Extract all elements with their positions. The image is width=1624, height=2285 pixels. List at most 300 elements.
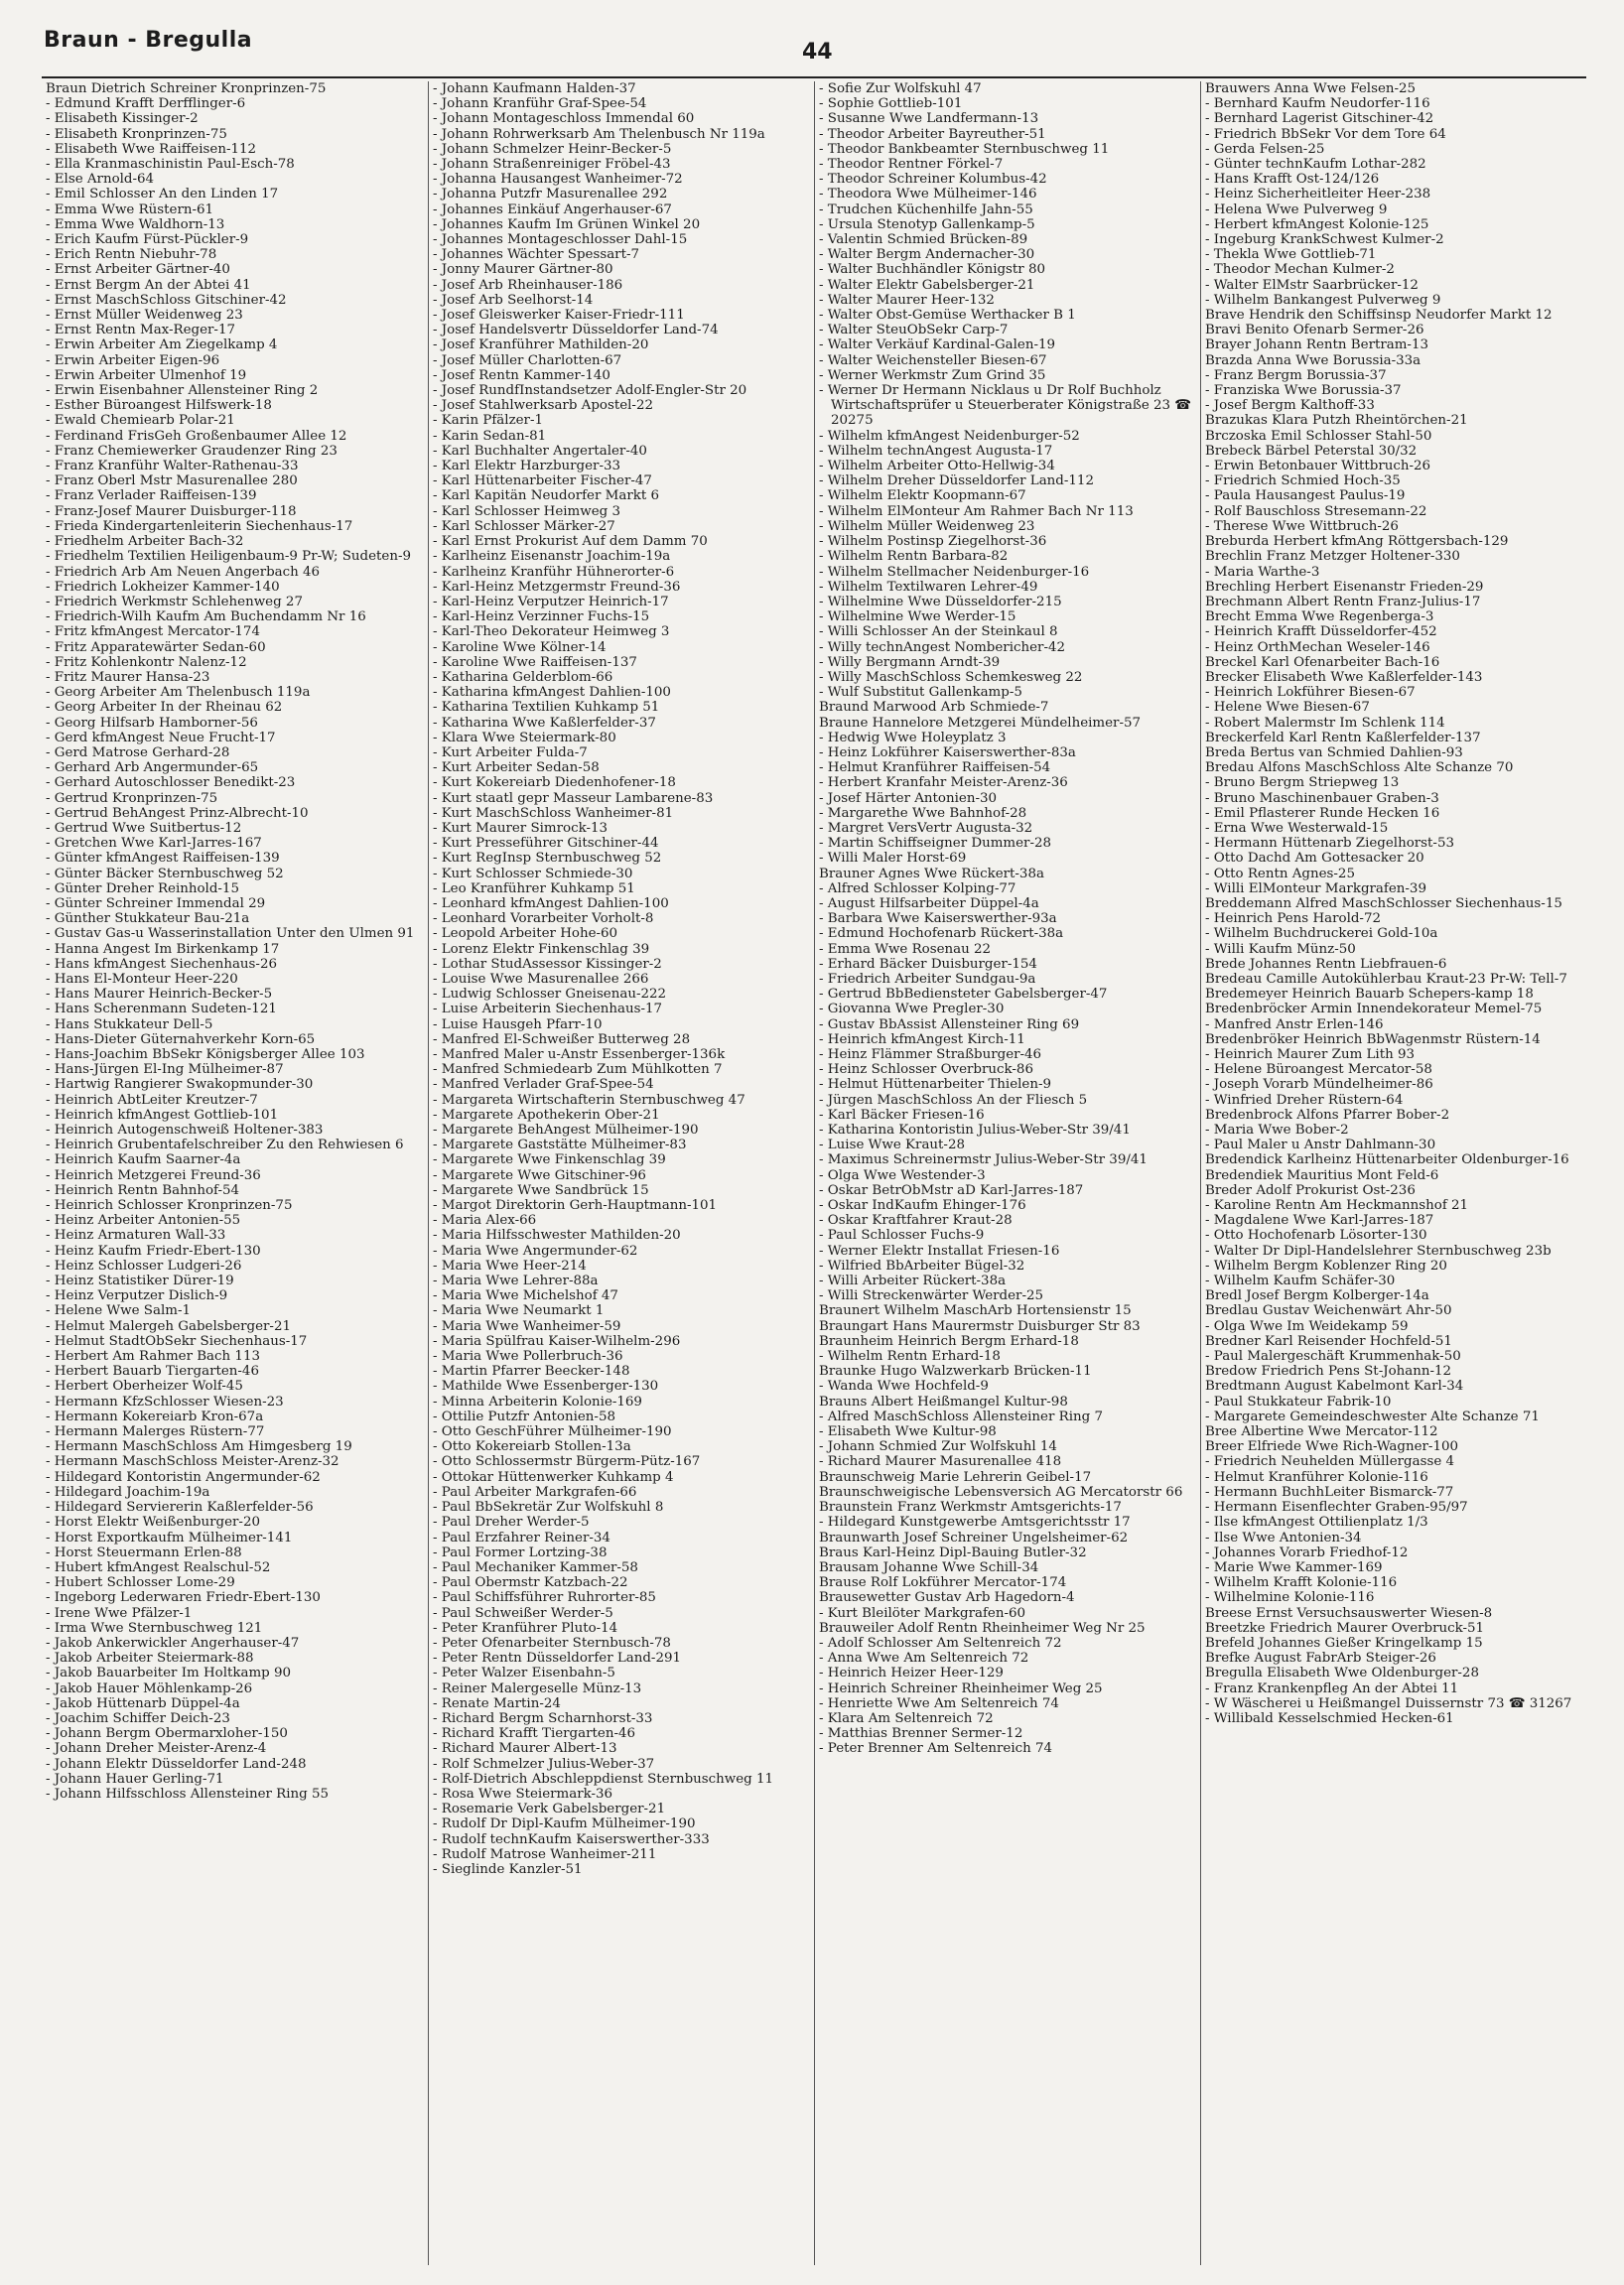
directory-entry: - Paul Mechaniker Kammer-58 (433, 1559, 638, 1575)
directory-entry: - Erich Rentn Niebuhr-78 (46, 247, 217, 263)
directory-entry: - Hans Stukkateur Dell-5 (46, 1016, 213, 1032)
directory-entry: - Mathilde Wwe Essenberger-130 (433, 1379, 659, 1395)
directory-entry: - Hildegard Joachim-19a (46, 1484, 210, 1500)
directory-entry: - Hermann Eisenflechter Graben-95/97 (1205, 1500, 1468, 1516)
directory-entry: - Peter Rentn Düsseldorfer Land-291 (433, 1651, 682, 1667)
directory-entry: - Gertrud Wwe Suitbertus-12 (46, 820, 242, 836)
directory-entry: - Wilhelmine Kolonie-116 (1205, 1590, 1375, 1606)
directory-entry: - Walter ElMstr Saarbrücker-12 (1205, 277, 1419, 293)
directory-entry: - Heinrich Schreiner Rheinheimer Weg 25 (819, 1680, 1103, 1696)
directory-entry: - Heinz Verputzer Dislich-9 (46, 1288, 228, 1304)
directory-entry: - Heinz Arbeiter Antonien-55 (46, 1213, 241, 1229)
directory-entry: - Edmund Krafft Derfflinger-6 (46, 96, 246, 112)
directory-entry: Brecht Emma Wwe Regenberga-3 (1205, 609, 1434, 625)
directory-entry: Bredlau Gustav Weichenwärt Ahr-50 (1205, 1303, 1452, 1319)
directory-entry: - Otto Schlossermstr Bürgerm-Pütz-167 (433, 1454, 701, 1470)
directory-entry: - Erich Kaufm Fürst-Pückler-9 (46, 232, 249, 248)
directory-entry: - Helmut Kranführer Raiffeisen-54 (819, 760, 1051, 776)
directory-entry: Brazda Anna Wwe Borussia-33a (1205, 352, 1421, 368)
directory-entry: Brechmann Albert Rentn Franz-Julius-17 (1205, 594, 1481, 609)
directory-entry: - Therese Wwe Wittbruch-26 (1205, 518, 1399, 534)
directory-entry: - Emma Wwe Waldhorn-13 (46, 216, 225, 232)
directory-entry: - Rolf-Dietrich Abschleppdienst Sternbuschweg 11 (433, 1771, 774, 1787)
directory-entry: Breddemann Alfred MaschSchlosser Siechenhaus-15 (1205, 895, 1562, 911)
directory-entry: - Wilfried BbArbeiter Bügel-32 (819, 1258, 1025, 1274)
directory-entry: - Josef Kranführer Mathilden-20 (433, 337, 649, 353)
directory-entry: Brause Rolf Lokführer Mercator-174 (819, 1575, 1067, 1591)
directory-entry: - Johannes Wächter Spessart-7 (433, 247, 640, 263)
directory-entry: - Peter Walzer Eisenbahn-5 (433, 1666, 615, 1681)
directory-column-4 (1200, 81, 1586, 2265)
directory-entry: - Johann Schmied Zur Wolfskuhl 14 (819, 1439, 1057, 1455)
directory-entry: - Ilse kfmAngest Ottilienplatz 1/3 (1205, 1515, 1428, 1531)
directory-entry: - Joseph Vorarb Mündelheimer-86 (1205, 1077, 1433, 1093)
directory-entry: - Friedrich Arbeiter Sundgau-9a (819, 971, 1036, 987)
directory-entry: - Josef Stahlwerksarb Apostel-22 (433, 398, 653, 414)
directory-entry: - Erwin Eisenbahner Allensteiner Ring 2 (46, 383, 319, 399)
directory-entry: - Jakob Bauarbeiter Im Holtkamp 90 (46, 1666, 292, 1681)
directory-entry: - Heinz Kaufm Friedr-Ebert-130 (46, 1243, 261, 1259)
directory-entry: - Karlheinz Eisenanstr Joachim-19a (433, 549, 671, 565)
directory-entry: - Robert Malermstr Im Schlenk 114 (1205, 715, 1445, 731)
directory-entry: - Jakob Arbeiter Steiermark-88 (46, 1651, 254, 1667)
directory-entry: Breder Adolf Prokurist Ost-236 (1205, 1182, 1416, 1198)
directory-entry: - Franz Bergm Borussia-37 (1205, 367, 1387, 383)
directory-entry: - Irene Wwe Pfälzer-1 (46, 1605, 193, 1621)
directory-entry: - Josef Handelsvertr Düsseldorfer Land-74 (433, 323, 719, 338)
directory-entry: - Günter Schreiner Immendal 29 (46, 895, 266, 911)
directory-entry: Bredenbrock Alfons Pfarrer Bober-2 (1205, 1107, 1450, 1123)
directory-entry: - Paul Obermstr Katzbach-22 (433, 1575, 628, 1591)
directory-entry: - Margareta Wirtschafterin Sternbuschweg 47 (433, 1092, 745, 1108)
directory-entry: - Otto Dachd Am Gottesacker 20 (1205, 851, 1424, 867)
directory-entry: - Willi Arbeiter Rückert-38a (819, 1274, 1007, 1289)
directory-entry: - Matthias Brenner Sermer-12 (819, 1726, 1023, 1742)
directory-entry: - Luise Arbeiterin Siechenhaus-17 (433, 1002, 663, 1017)
directory-entry: - Emma Wwe Rüstern-61 (46, 202, 214, 217)
directory-entry: - Karl Ernst Prokurist Auf dem Damm 70 (433, 534, 708, 550)
directory-entry: Brausam Johanne Wwe Schill-34 (819, 1559, 1039, 1575)
directory-entry: - Heinrich Maurer Zum Lith 93 (1205, 1047, 1416, 1062)
directory-entry: - Maria Wwe Bober-2 (1205, 1123, 1349, 1139)
directory-entry: - Maria Warthe-3 (1205, 564, 1320, 580)
directory-entry: - Walter Elektr Gabelsberger-21 (819, 277, 1035, 293)
directory-entry: Braunert Wilhelm MaschArb Hortensienstr 15 (819, 1303, 1132, 1319)
directory-entry: - Hildegard Kontoristin Angermunder-62 (46, 1469, 321, 1485)
directory-entry: - Willi Kaufm Münz-50 (1205, 941, 1356, 957)
directory-entry: - Heinrich Pens Harold-72 (1205, 911, 1381, 927)
directory-entry: - Paul Arbeiter Markgrafen-66 (433, 1484, 637, 1500)
directory-entry: - Luise Wwe Kraut-28 (819, 1138, 965, 1153)
directory-entry: Brausewetter Gustav Arb Hagedorn-4 (819, 1590, 1075, 1606)
directory-entry: Breckel Karl Ofenarbeiter Bach-16 (1205, 654, 1440, 670)
directory-entry: - Heinrich Rentn Bahnhof-54 (46, 1182, 240, 1198)
directory-entry: - Oskar IndKaufm Ehinger-176 (819, 1198, 1026, 1214)
directory-entry: - Ingeborg Lederwaren Friedr-Ebert-130 (46, 1590, 321, 1606)
directory-entry: - Walter Obst-Gemüse Werthacker B 1 (819, 308, 1076, 324)
directory-entry: - Elisabeth Wwe Raiffeisen-112 (46, 141, 257, 157)
directory-entry: Breckerfeld Karl Rentn Kaßlerfelder-137 (1205, 730, 1481, 745)
directory-entry: - Johann Straßenreiniger Fröbel-43 (433, 157, 671, 173)
directory-entry: Brecker Elisabeth Wwe Kaßlerfelder-143 (1205, 669, 1483, 685)
directory-entry: - Esther Büroangest Hilfswerk-18 (46, 398, 272, 414)
directory-entry: - Margarete Gemeindeschwester Alte Schanze 71 (1205, 1409, 1540, 1424)
directory-entry: Breetzke Friedrich Maurer Overbruck-51 (1205, 1620, 1485, 1636)
directory-entry: - Oskar BetrObMstr aD Karl-Jarres-187 (819, 1182, 1084, 1198)
directory-entry: - Trudchen Küchenhilfe Jahn-55 (819, 202, 1033, 217)
directory-entry: Brechlin Franz Metzger Holtener-330 (1205, 549, 1460, 565)
directory-entry: - Wilhelm Elektr Koopmann-67 (819, 488, 1026, 504)
directory-entry: - Karin Sedan-81 (433, 428, 547, 444)
directory-entry: - Frieda Kindergartenleiterin Siechenhaus-17 (46, 518, 353, 534)
directory-entry: - W Wäscherei u Heißmangel Duissernstr 73 ☎ 31267 (1205, 1695, 1572, 1711)
directory-entry: - Hans Scherenmann Sudeten-121 (46, 1002, 277, 1017)
directory-entry: - Theodor Schreiner Kolumbus-42 (819, 172, 1047, 188)
directory-entry: Bree Albertine Wwe Mercator-112 (1205, 1424, 1438, 1440)
directory-entry: - Maria Wwe Angermunder-62 (433, 1243, 638, 1259)
directory-entry: - Sofie Zur Wolfskuhl 47 (819, 81, 982, 96)
directory-entry: - Kurt Bleilöter Markgrafen-60 (819, 1605, 1026, 1621)
directory-entry: - Wilhelm Müller Weidenweg 23 (819, 518, 1035, 534)
directory-entry: - Gertrud BehAngest Prinz-Albrecht-10 (46, 805, 309, 821)
directory-entry: Bredner Karl Reisender Hochfeld-51 (1205, 1333, 1452, 1349)
directory-entry: - Kurt Arbeiter Fulda-7 (433, 744, 588, 760)
directory-entry: - Gertrud BbBediensteter Gabelsberger-47 (819, 987, 1108, 1003)
directory-entry: - Ernst Bergm An der Abtei 41 (46, 277, 251, 293)
directory-entry: - Hubert Schlosser Lome-29 (46, 1575, 235, 1591)
directory-entry: - Karoline Rentn Am Heckmannshof 21 (1205, 1198, 1469, 1214)
directory-entry: - Günter Dreher Reinhold-15 (46, 880, 239, 896)
directory-entry: - Paul Schiffsführer Ruhrorter-85 (433, 1590, 656, 1606)
directory-entry: - Heinrich Metzgerei Freund-36 (46, 1167, 261, 1183)
directory-entry: - Heinz Schlosser Overbruck-86 (819, 1062, 1033, 1078)
directory-entry: - Jakob Hüttenarb Düppel-4a (46, 1695, 240, 1711)
directory-entry: - Gretchen Wwe Karl-Jarres-167 (46, 836, 262, 852)
directory-entry: - Leonhard Vorarbeiter Vorholt-8 (433, 911, 654, 927)
directory-entry: - Bernhard Kaufm Neudorfer-116 (1205, 96, 1430, 112)
directory-entry: Braunwarth Josef Schreiner Ungelsheimer-62 (819, 1530, 1129, 1546)
directory-entry: - Katharina Gelderblom-66 (433, 669, 613, 685)
directory-entry: - Herbert Kranfahr Meister-Arenz-36 (819, 775, 1068, 791)
directory-entry: - Erwin Arbeiter Am Ziegelkamp 4 (46, 337, 278, 353)
directory-entry: - Willi Streckenwärter Werder-25 (819, 1288, 1044, 1304)
directory-entry: - Johanna Hausangest Wanheimer-72 (433, 172, 683, 188)
directory-entry: - Georg Arbeiter Am Thelenbusch 119a (46, 685, 311, 701)
directory-entry: - Josef Bergm Kalthoff-33 (1205, 398, 1375, 414)
directory-entry: - Ernst Müller Weidenweg 23 (46, 308, 243, 324)
directory-entry: - Gustav BbAssist Allensteiner Ring 69 (819, 1016, 1080, 1032)
directory-entry: - Erwin Arbeiter Eigen-96 (46, 352, 220, 368)
directory-entry: - Walter Weichensteller Biesen-67 (819, 352, 1047, 368)
directory-entry: - Willy Bergmann Arndt-39 (819, 654, 1001, 670)
directory-entry: - Jakob Hauer Möhlenkamp-26 (46, 1680, 253, 1696)
directory-entry: - Wilhelm Kaufm Schäfer-30 (1205, 1274, 1396, 1289)
directory-entry: - Wilhelm Stellmacher Neidenburger-16 (819, 564, 1090, 580)
directory-entry: - Johann Elektr Düsseldorfer Land-248 (46, 1756, 307, 1772)
directory-entry: - Heinrich AbtLeiter Kreutzer-7 (46, 1092, 258, 1108)
directory-entry: - Walter Dr Dipl-Handelslehrer Sternbuschweg 23b (1205, 1243, 1552, 1259)
directory-entry: - Leonhard kfmAngest Dahlien-100 (433, 895, 669, 911)
directory-entry: Brechling Herbert Eisenanstr Frieden-29 (1205, 579, 1484, 595)
directory-entry: - Wilhelm Postinsp Ziegelhorst-36 (819, 534, 1047, 550)
directory-entry: - Theodora Wwe Mülheimer-146 (819, 187, 1037, 202)
directory-entry: - Theodor Bankbeamter Sternbuschweg 11 (819, 141, 1110, 157)
directory-entry: - Olga Wwe Im Weidekamp 59 (1205, 1318, 1409, 1334)
directory-entry: - Reiner Malergeselle Münz-13 (433, 1680, 642, 1696)
directory-entry: - Günter Bäcker Sternbuschweg 52 (46, 866, 284, 881)
directory-entry: - Helene Büroangest Mercator-58 (1205, 1062, 1432, 1078)
directory-entry: - Margarete BehAngest Mülheimer-190 (433, 1123, 699, 1139)
directory-entry: - Josef Müller Charlotten-67 (433, 352, 622, 368)
directory-entry: - Willy MaschSchloss Schemkesweg 22 (819, 669, 1083, 685)
directory-entry: - Wanda Wwe Hochfeld-9 (819, 1379, 989, 1395)
directory-entry: - Valentin Schmied Brücken-89 (819, 232, 1028, 248)
directory-entry: - Rosa Wwe Steiermark-36 (433, 1786, 613, 1802)
directory-entry: - Helmut Kranführer Kolonie-116 (1205, 1469, 1428, 1485)
directory-entry: Brayer Johann Rentn Bertram-13 (1205, 337, 1428, 353)
directory-entry: - Johannes Montageschlosser Dahl-15 (433, 232, 688, 248)
directory-entry: - Gertrud Kronprinzen-75 (46, 790, 218, 806)
directory-entry: - Otto Kokereiarb Stollen-13a (433, 1439, 631, 1455)
directory-entry: Bredau Alfons MaschSchloss Alte Schanze 70 (1205, 760, 1514, 776)
directory-entry: - Johann Dreher Meister-Arenz-4 (46, 1741, 267, 1757)
directory-entry: - Otto Rentn Agnes-25 (1205, 866, 1355, 881)
directory-entry: - Maria Spülfrau Kaiser-Wilhelm-296 (433, 1333, 681, 1349)
directory-entry: - Johann Kaufmann Halden-37 (433, 81, 636, 96)
directory-entry: - Magdalene Wwe Karl-Jarres-187 (1205, 1213, 1434, 1229)
directory-entry: - Georg Arbeiter In der Rheinau 62 (46, 700, 283, 716)
directory-entry: - Herbert kfmAngest Kolonie-125 (1205, 216, 1429, 232)
directory-entry: - Rosemarie Verk Gabelsberger-21 (433, 1802, 666, 1817)
directory-entry: - Paula Hausangest Paulus-19 (1205, 488, 1406, 504)
directory-entry: - Katharina Wwe Kaßlerfelder-37 (433, 715, 656, 731)
directory-entry: Breda Bertus van Schmied Dahlien-93 (1205, 744, 1463, 760)
directory-entry: - Wilhelm Krafft Kolonie-116 (1205, 1575, 1398, 1591)
directory-entry: Bredeau Camille Autokühlerbau Kraut-23 Pr-W: Tell-7 (1205, 971, 1567, 987)
directory-entry: - Helene Wwe Biesen-67 (1205, 700, 1370, 716)
directory-entry: - Ilse Wwe Antonien-34 (1205, 1530, 1362, 1546)
directory-entry: - Karlheinz Kranführ Hühnerorter-6 (433, 564, 675, 580)
directory-entry: - Johannes Einkäuf Angerhauser-67 (433, 202, 672, 217)
directory-entry: - Johann Hauer Gerling-71 (46, 1771, 224, 1787)
directory-entry: - Heinrich kfmAngest Gottlieb-101 (46, 1107, 279, 1123)
directory-entry: - Hans-Joachim BbSekr Königsberger Allee 103 (46, 1047, 365, 1062)
directory-entry: - Heinrich Kaufm Saarner-4a (46, 1152, 241, 1168)
directory-entry: - Maria Alex-66 (433, 1213, 537, 1229)
directory-entry: - Georg Hilfsarb Hamborner-56 (46, 715, 258, 731)
directory-entry: - Wilhelm Textilwaren Lehrer-49 (819, 579, 1038, 595)
directory-entry: - Friedrich Neuhelden Müllergasse 4 (1205, 1454, 1455, 1470)
directory-entry: - Wilhelm Arbeiter Otto-Hellwig-34 (819, 459, 1055, 474)
directory-entry: Brefke August FabrArb Steiger-26 (1205, 1651, 1436, 1667)
directory-entry: - Hildegard Kunstgewerbe Amtsgerichtsstr 17 (819, 1515, 1131, 1531)
directory-entry: - Bruno Bergm Striepweg 13 (1205, 775, 1400, 791)
directory-entry: Bregulla Elisabeth Wwe Oldenburger-28 (1205, 1666, 1479, 1681)
directory-entry: - Jürgen MaschSchloss An der Fliesch 5 (819, 1092, 1088, 1108)
directory-entry: - Wilhelm ElMonteur Am Rahmer Bach Nr 113 (819, 503, 1134, 519)
directory-columns (42, 81, 1588, 2265)
directory-entry: - Franz Oberl Mstr Masurenallee 280 (46, 473, 298, 489)
directory-entry: - Herbert Oberheizer Wolf-45 (46, 1379, 243, 1395)
directory-entry: - Josef Arb Seelhorst-14 (433, 292, 594, 308)
directory-entry: Bredenbröcker Armin Innendekorateur Memel-75 (1205, 1002, 1543, 1017)
directory-entry: - Paul Schlosser Fuchs-9 (819, 1228, 985, 1244)
directory-entry: - Margarete Gaststätte Mülheimer-83 (433, 1138, 687, 1153)
directory-entry: - Ingeburg KrankSchwest Kulmer-2 (1205, 232, 1444, 248)
directory-entry: - Karin Pfälzer-1 (433, 413, 543, 429)
directory-entry: - Winfried Dreher Rüstern-64 (1205, 1092, 1404, 1108)
directory-entry: - Manfred Verlader Graf-Spee-54 (433, 1077, 654, 1093)
directory-entry: - Karl-Theo Dekorateur Heimweg 3 (433, 624, 670, 640)
directory-entry: - Alfred MaschSchloss Allensteiner Ring 7 (819, 1409, 1103, 1424)
directory-entry: - Paul Erzfahrer Reiner-34 (433, 1530, 610, 1546)
directory-entry: - Johann Bergm Obermarxloher-150 (46, 1726, 288, 1742)
directory-entry: - Helmut Malergeh Gabelsberger-21 (46, 1318, 291, 1334)
directory-entry: Brauns Albert Heißmangel Kultur-98 (819, 1394, 1068, 1410)
directory-entry: - Maria Hilfsschwester Mathilden-20 (433, 1228, 681, 1244)
directory-entry: - Katharina Kontoristin Julius-Weber-Str 39/41 (819, 1123, 1131, 1139)
directory-entry: Brauwers Anna Wwe Felsen-25 (1205, 81, 1417, 96)
directory-entry: - Ludwig Schlosser Gneisenau-222 (433, 987, 667, 1003)
directory-entry: Bredow Friedrich Pens St-Johann-12 (1205, 1364, 1452, 1380)
directory-entry: - Wilhelm Rentn Erhard-18 (819, 1349, 1001, 1365)
directory-column-2 (428, 81, 814, 2265)
directory-entry: - Paul BbSekretär Zur Wolfskuhl 8 (433, 1500, 664, 1516)
directory-entry: - Kurt Arbeiter Sedan-58 (433, 760, 600, 776)
directory-entry: - Susanne Wwe Landfermann-13 (819, 111, 1039, 127)
directory-entry: - Herbert Bauarb Tiergarten-46 (46, 1364, 259, 1380)
directory-entry: - Leo Kranführer Kuhkamp 51 (433, 880, 635, 896)
directory-entry: - Rudolf Matrose Wanheimer-211 (433, 1846, 657, 1862)
directory-entry: - Wilhelm Dreher Düsseldorfer Land-112 (819, 473, 1094, 489)
directory-entry: - Bernhard Lagerist Gitschiner-42 (1205, 111, 1434, 127)
directory-entry: - August Hilfsarbeiter Düppel-4a (819, 895, 1039, 911)
directory-entry: - Margarete Wwe Finkenschlag 39 (433, 1152, 666, 1168)
directory-entry: Braund Marwood Arb Schmiede-7 (819, 700, 1049, 716)
directory-entry: - Josef Gleiswerker Kaiser-Friedr-111 (433, 308, 685, 324)
directory-entry: - Helmut Hüttenarbeiter Thielen-9 (819, 1077, 1052, 1093)
directory-entry: - Friedhelm Textilien Heiligenbaum-9 Pr-W; Sudeten-9 (46, 549, 412, 565)
directory-entry: - Peter Ofenarbeiter Sternbusch-78 (433, 1635, 671, 1651)
directory-entry: - Günther Stukkateur Bau-21a (46, 911, 250, 927)
directory-entry: - Fritz Kohlenkontr Nalenz-12 (46, 654, 247, 670)
directory-entry: - Jonny Maurer Gärtner-80 (433, 262, 613, 278)
running-head: Braun - Bregulla (44, 28, 253, 53)
directory-entry: - Kurt Schlosser Schmiede-30 (433, 866, 633, 881)
directory-entry: - Helene Wwe Salm-1 (46, 1303, 191, 1319)
directory-entry: - Hans kfmAngest Siechenhaus-26 (46, 956, 277, 972)
directory-entry: - Sophie Gottlieb-101 (819, 96, 963, 112)
directory-entry: - Friedrich Lokheizer Kammer-140 (46, 579, 280, 595)
directory-entry: - Walter Maurer Heer-132 (819, 292, 995, 308)
directory-entry: - Willi ElMonteur Markgrafen-39 (1205, 880, 1426, 896)
directory-entry: - Helmut StadtObSekr Siechenhaus-17 (46, 1333, 308, 1349)
directory-entry: Breer Elfriede Wwe Rich-Wagner-100 (1205, 1439, 1458, 1455)
directory-entry: - Friedhelm Arbeiter Bach-32 (46, 534, 244, 550)
directory-entry: Braunschweig Marie Lehrerin Geibel-17 (819, 1469, 1092, 1485)
directory-entry: - Hermann Kokereiarb Kron-67a (46, 1409, 264, 1424)
directory-entry: - Rudolf Dr Dipl-Kaufm Mülheimer-190 (433, 1816, 696, 1832)
directory-entry: - Hartwig Rangierer Swakopmunder-30 (46, 1077, 314, 1093)
directory-entry: Bredemeyer Heinrich Bauarb Schepers-kamp 18 (1205, 987, 1534, 1003)
directory-entry: - Lorenz Elektr Finkenschlag 39 (433, 941, 650, 957)
directory-entry: - Heinrich Schlosser Kronprinzen-75 (46, 1198, 293, 1214)
directory-entry: - Paul Stukkateur Fabrik-10 (1205, 1394, 1392, 1410)
directory-entry: - Klara Am Seltenreich 72 (819, 1710, 994, 1726)
directory-entry: - Hermann Malerges Rüstern-77 (46, 1424, 265, 1440)
directory-entry: - Ernst MaschSchloss Gitschiner-42 (46, 292, 287, 308)
directory-entry: - Walter Verkäuf Kardinal-Galen-19 (819, 337, 1056, 353)
directory-entry: - Willy technAngest Nombericher-42 (819, 639, 1066, 655)
directory-entry: - Wilhelm Buchdruckerei Gold-10a (1205, 926, 1438, 942)
directory-entry: - Wulf Substitut Gallenkamp-5 (819, 685, 1022, 701)
directory-entry: - Luise Hausgeh Pfarr-10 (433, 1016, 603, 1032)
directory-entry: - Manfred Anstr Erlen-146 (1205, 1016, 1384, 1032)
directory-entry: - Erna Wwe Westerwald-15 (1205, 820, 1389, 836)
directory-entry: Braunschweigische Lebensversich AG Mercatorstr 66 (819, 1484, 1183, 1500)
directory-entry: - Lothar StudAssessor Kissinger-2 (433, 956, 662, 972)
directory-entry: Brauweiler Adolf Rentn Rheinheimer Weg Nr 25 (819, 1620, 1146, 1636)
directory-entry: - Wilhelm Bergm Koblenzer Ring 20 (1205, 1258, 1447, 1274)
directory-entry: - Gerda Felsen-25 (1205, 141, 1325, 157)
directory-entry: - Richard Bergm Scharnhorst-33 (433, 1710, 653, 1726)
directory-entry: - Karoline Wwe Kölner-14 (433, 639, 607, 655)
header-rule (42, 76, 1586, 78)
directory-entry: - Heinz Flämmer Straßburger-46 (819, 1047, 1042, 1062)
directory-entry: - Franz Krankenpfleg An der Abtei 11 (1205, 1680, 1459, 1696)
directory-entry: - Joachim Schiffer Deich-23 (46, 1710, 230, 1726)
directory-entry: - Bruno Maschinenbauer Graben-3 (1205, 790, 1439, 806)
directory-entry: - Karl Schlosser Heimweg 3 (433, 503, 620, 519)
directory-entry: - Fritz kfmAngest Mercator-174 (46, 624, 260, 640)
directory-entry: - Hans Maurer Heinrich-Becker-5 (46, 987, 273, 1003)
directory-entry: Braus Karl-Heinz Dipl-Bauing Butler-32 (819, 1545, 1087, 1560)
directory-entry: - Maria Wwe Wanheimer-59 (433, 1318, 621, 1334)
directory-entry: - Maria Wwe Pollerbruch-36 (433, 1349, 623, 1365)
directory-entry: Braunstein Franz Werkmstr Amtsgerichts-17 (819, 1500, 1122, 1516)
directory-entry: - Hermann Hüttenarb Ziegelhorst-53 (1205, 836, 1454, 852)
directory-entry: - Herbert Am Rahmer Bach 113 (46, 1349, 260, 1365)
directory-entry: Bravi Benito Ofenarb Sermer-26 (1205, 323, 1424, 338)
directory-entry: - Wilhelmine Wwe Werder-15 (819, 609, 1016, 625)
directory-entry: - Kurt MaschSchloss Wanheimer-81 (433, 805, 674, 821)
directory-entry: - Rolf Schmelzer Julius-Weber-37 (433, 1756, 655, 1772)
directory-entry: - Theodor Rentner Förkel-7 (819, 157, 1004, 173)
directory-entry: Braunke Hugo Walzwerkarb Brücken-11 (819, 1364, 1092, 1380)
directory-entry: - Karl Hüttenarbeiter Fischer-47 (433, 473, 652, 489)
directory-entry: - Manfred El-Schweißer Butterweg 28 (433, 1031, 691, 1047)
directory-entry: - Rolf Bauschloss Stresemann-22 (1205, 503, 1427, 519)
directory-entry: Breburda Herbert kfmAng Röttgersbach-129 (1205, 534, 1509, 550)
directory-entry: - Heinz OrthMechan Weseler-146 (1205, 639, 1430, 655)
directory-entry: - Maria Wwe Neumarkt 1 (433, 1303, 605, 1319)
directory-entry: - Emil Pflasterer Runde Hecken 16 (1205, 805, 1440, 821)
directory-entry: - Hermann BuchhLeiter Bismarck-77 (1205, 1484, 1454, 1500)
directory-entry: - Josef Arb Rheinhauser-186 (433, 277, 623, 293)
directory-entry: - Franz-Josef Maurer Duisburger-118 (46, 503, 297, 519)
directory-entry: - Karl-Heinz Verputzer Heinrich-17 (433, 594, 669, 609)
directory-entry: - Adolf Schlosser Am Seltenreich 72 (819, 1635, 1062, 1651)
directory-entry: Bredtmann August Kabelmont Karl-34 (1205, 1379, 1464, 1395)
directory-entry: - Elisabeth Kissinger-2 (46, 111, 199, 127)
directory-entry: - Katharina kfmAngest Dahlien-100 (433, 685, 671, 701)
directory-entry: - Sieglinde Kanzler-51 (433, 1861, 583, 1877)
directory-entry: Brefeld Johannes Gießer Kringelkamp 15 (1205, 1635, 1483, 1651)
directory-entry: - Johann Hilfsschloss Allensteiner Ring 55 (46, 1786, 330, 1802)
directory-entry: Braungart Hans Maurermstr Duisburger Str 83 (819, 1318, 1141, 1334)
directory-entry: - Klara Wwe Steiermark-80 (433, 730, 616, 745)
directory-entry: - Walter SteuObSekr Carp-7 (819, 323, 1009, 338)
